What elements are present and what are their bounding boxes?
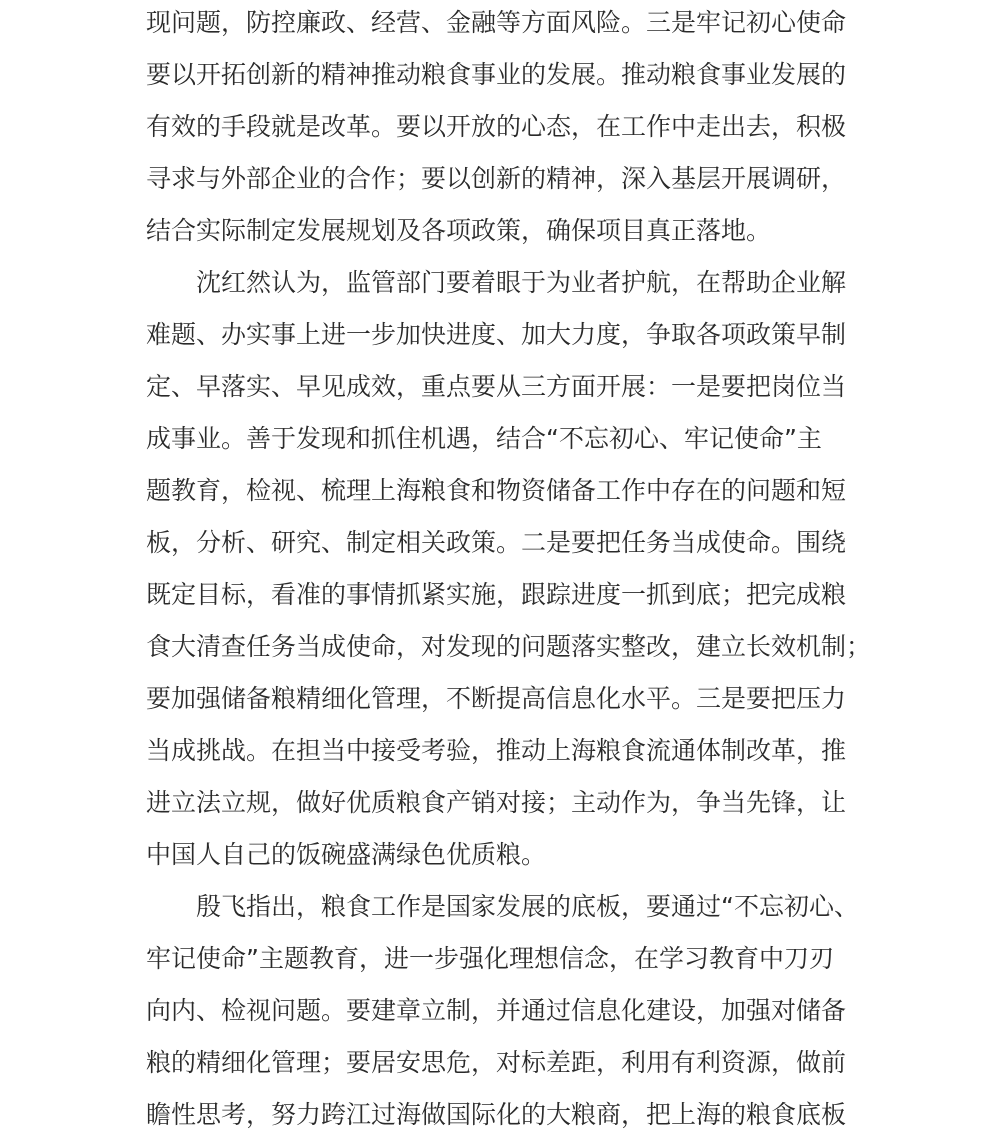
text-line: 既定目标，看准的事情抓紧实施，跟踪进度一抓到底；把完成粮 (146, 580, 847, 609)
text-line: 成事业。善于发现和抓住机遇，结合“不忘初心、牢记使命”主 (146, 424, 822, 453)
text-line: 难题、办实事上进一步加快进度、加大力度，争取各项政策早制 (146, 320, 847, 349)
paragraph-start-line: 沈红然认为，监管部门要着眼于为业者护航，在帮助企业解 (196, 268, 847, 297)
text-line: 食大清查任务当成使命，对发现的问题落实整改，建立长效机制； (146, 632, 872, 661)
text-line: 粮的精细化管理；要居安思危，对标差距，利用有利资源，做前 (146, 1048, 847, 1077)
text-line: 要以开拓创新的精神推动粮食事业的发展。推动粮食事业发展的 (146, 60, 847, 89)
text-line: 定、早落实、早见成效，重点要从三方面开展：一是要把岗位当 (146, 372, 847, 401)
text-line: 有效的手段就是改革。要以开放的心态，在工作中走出去，积极 (146, 112, 847, 141)
text-line: 板，分析、研究、制定相关政策。二是要把任务当成使命。围绕 (146, 528, 847, 557)
text-line: 当成挑战。在担当中接受考验，推动上海粮食流通体制改革，推 (146, 736, 847, 765)
text-line: 结合实际制定发展规划及各项政策，确保项目真正落地。 (146, 216, 772, 245)
text-line: 现问题，防控廉政、经营、金融等方面风险。三是牢记初心使命 (146, 8, 847, 37)
text-line: 寻求与外部企业的合作；要以创新的精神，深入基层开展调研， (146, 164, 847, 193)
text-line: 要加强储备粮精细化管理，不断提高信息化水平。三是要把压力 (146, 684, 847, 713)
text-line: 牢记使命”主题教育，进一步强化理想信念，在学习教育中刀刃 (146, 944, 834, 973)
text-line: 中国人自己的饭碗盛满绿色优质粮。 (146, 840, 547, 869)
paragraph-start-line: 殷飞指出，粮食工作是国家发展的底板，要通过“不忘初心、 (196, 892, 859, 921)
text-line: 瞻性思考，努力跨江过海做国际化的大粮商，把上海的粮食底板 (146, 1100, 847, 1129)
text-line: 题教育，检视、梳理上海粮食和物资储备工作中存在的问题和短 (146, 476, 847, 505)
text-line: 进立法立规，做好优质粮食产销对接；主动作为，争当先锋，让 (146, 788, 847, 817)
text-line: 向内、检视问题。要建章立制，并通过信息化建设，加强对储备 (146, 996, 847, 1025)
